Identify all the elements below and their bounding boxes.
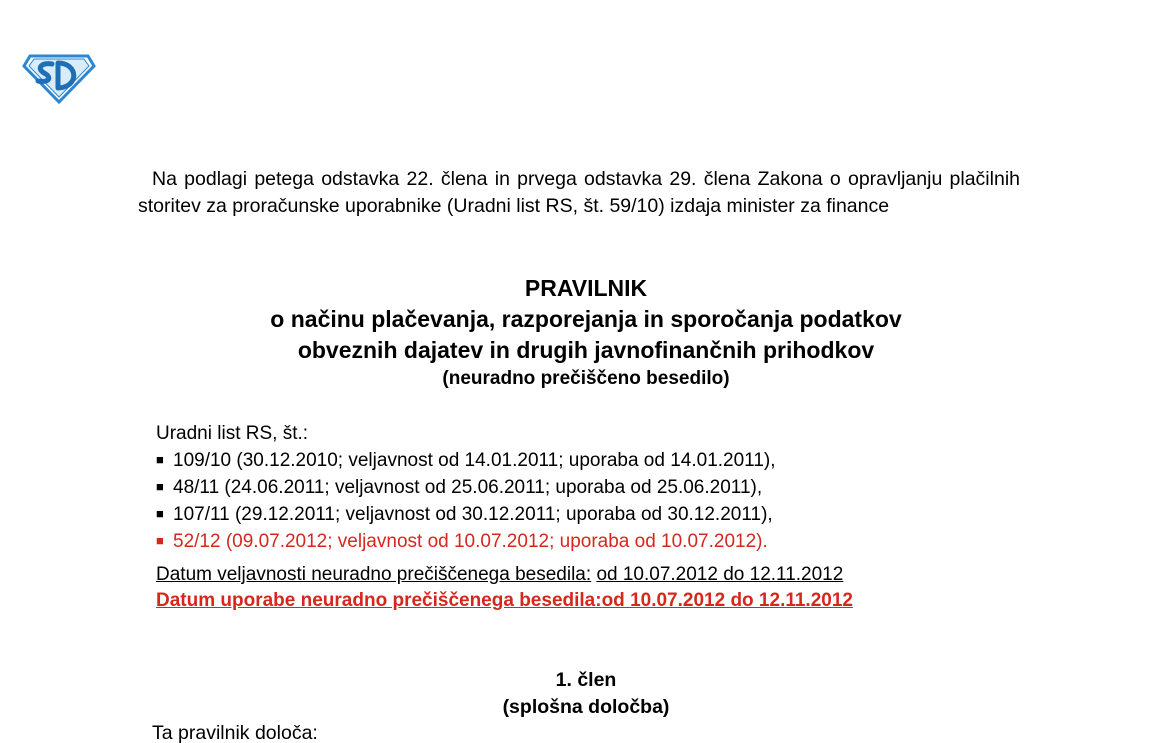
validity-date-label: Datum veljavnosti neuradno prečiščenega besedila: [156, 564, 592, 585]
gazette-item: ■ 109/10 (30.12.2010; veljavnost od 14.01.2011; uporaba od 14.01.2011), [156, 447, 776, 474]
bullet-icon: ■ [156, 533, 164, 548]
validity-date-value: od 10.07.2012 do 12.11.2012 [596, 564, 844, 585]
bullet-icon: ■ [156, 479, 164, 494]
consolidation-dates [156, 562, 853, 614]
sd-shield-logo [22, 50, 96, 104]
intro-paragraph: Na podlagi petega odstavka 22. člena in prvega odstavka 29. člena Zakona o opravljanju plačilnih storitev za proračunske uporabnike (Uradni list RS, št. 59/10) izdaja minister za finance [138, 168, 1020, 217]
article-1-heading [0, 667, 1157, 721]
gazette-item: ■ 107/11 (29.12.2011; veljavnost od 30.12.2011; uporaba od 30.12.2011), [156, 501, 776, 528]
regulation-note: (neuradno prečiščeno besedilo) [442, 368, 730, 389]
bullet-icon: ■ [156, 452, 164, 467]
article-number: 1. člen [555, 669, 617, 691]
gazette-item-latest: ■ 52/12 (09.07.2012; veljavnost od 10.07.2012; uporaba od 10.07.2012). [156, 528, 776, 555]
bullet-icon: ■ [156, 506, 164, 521]
article-title: (splošna določba) [502, 696, 670, 718]
validity-date-line [156, 562, 853, 588]
article-1-body: Ta pravilnik določa: [152, 722, 318, 743]
sd-shield-icon [22, 50, 96, 104]
regulation-title-block [0, 272, 1157, 392]
use-date-line [156, 588, 853, 614]
regulation-subtitle-line-1: o načinu plačevanja, razporejanja in sporočanja podatkov [270, 306, 902, 332]
regulation-subtitle-line-2: obveznih dajatev in drugih javnofinančnih prihodkov [297, 337, 875, 363]
gazette-item: ■ 48/11 (24.06.2011; veljavnost od 25.06.2011; uporaba od 25.06.2011), [156, 474, 776, 501]
gazette-list [156, 447, 776, 555]
regulation-title: PRAVILNIK [524, 275, 648, 301]
use-date-label: Datum uporabe neuradno prečiščenega besedila: [156, 590, 602, 611]
gazette-heading: Uradni list RS, št.: [156, 423, 309, 444]
gazette-references [156, 421, 776, 555]
use-date-value: od 10.07.2012 do 12.11.2012 [601, 590, 853, 611]
